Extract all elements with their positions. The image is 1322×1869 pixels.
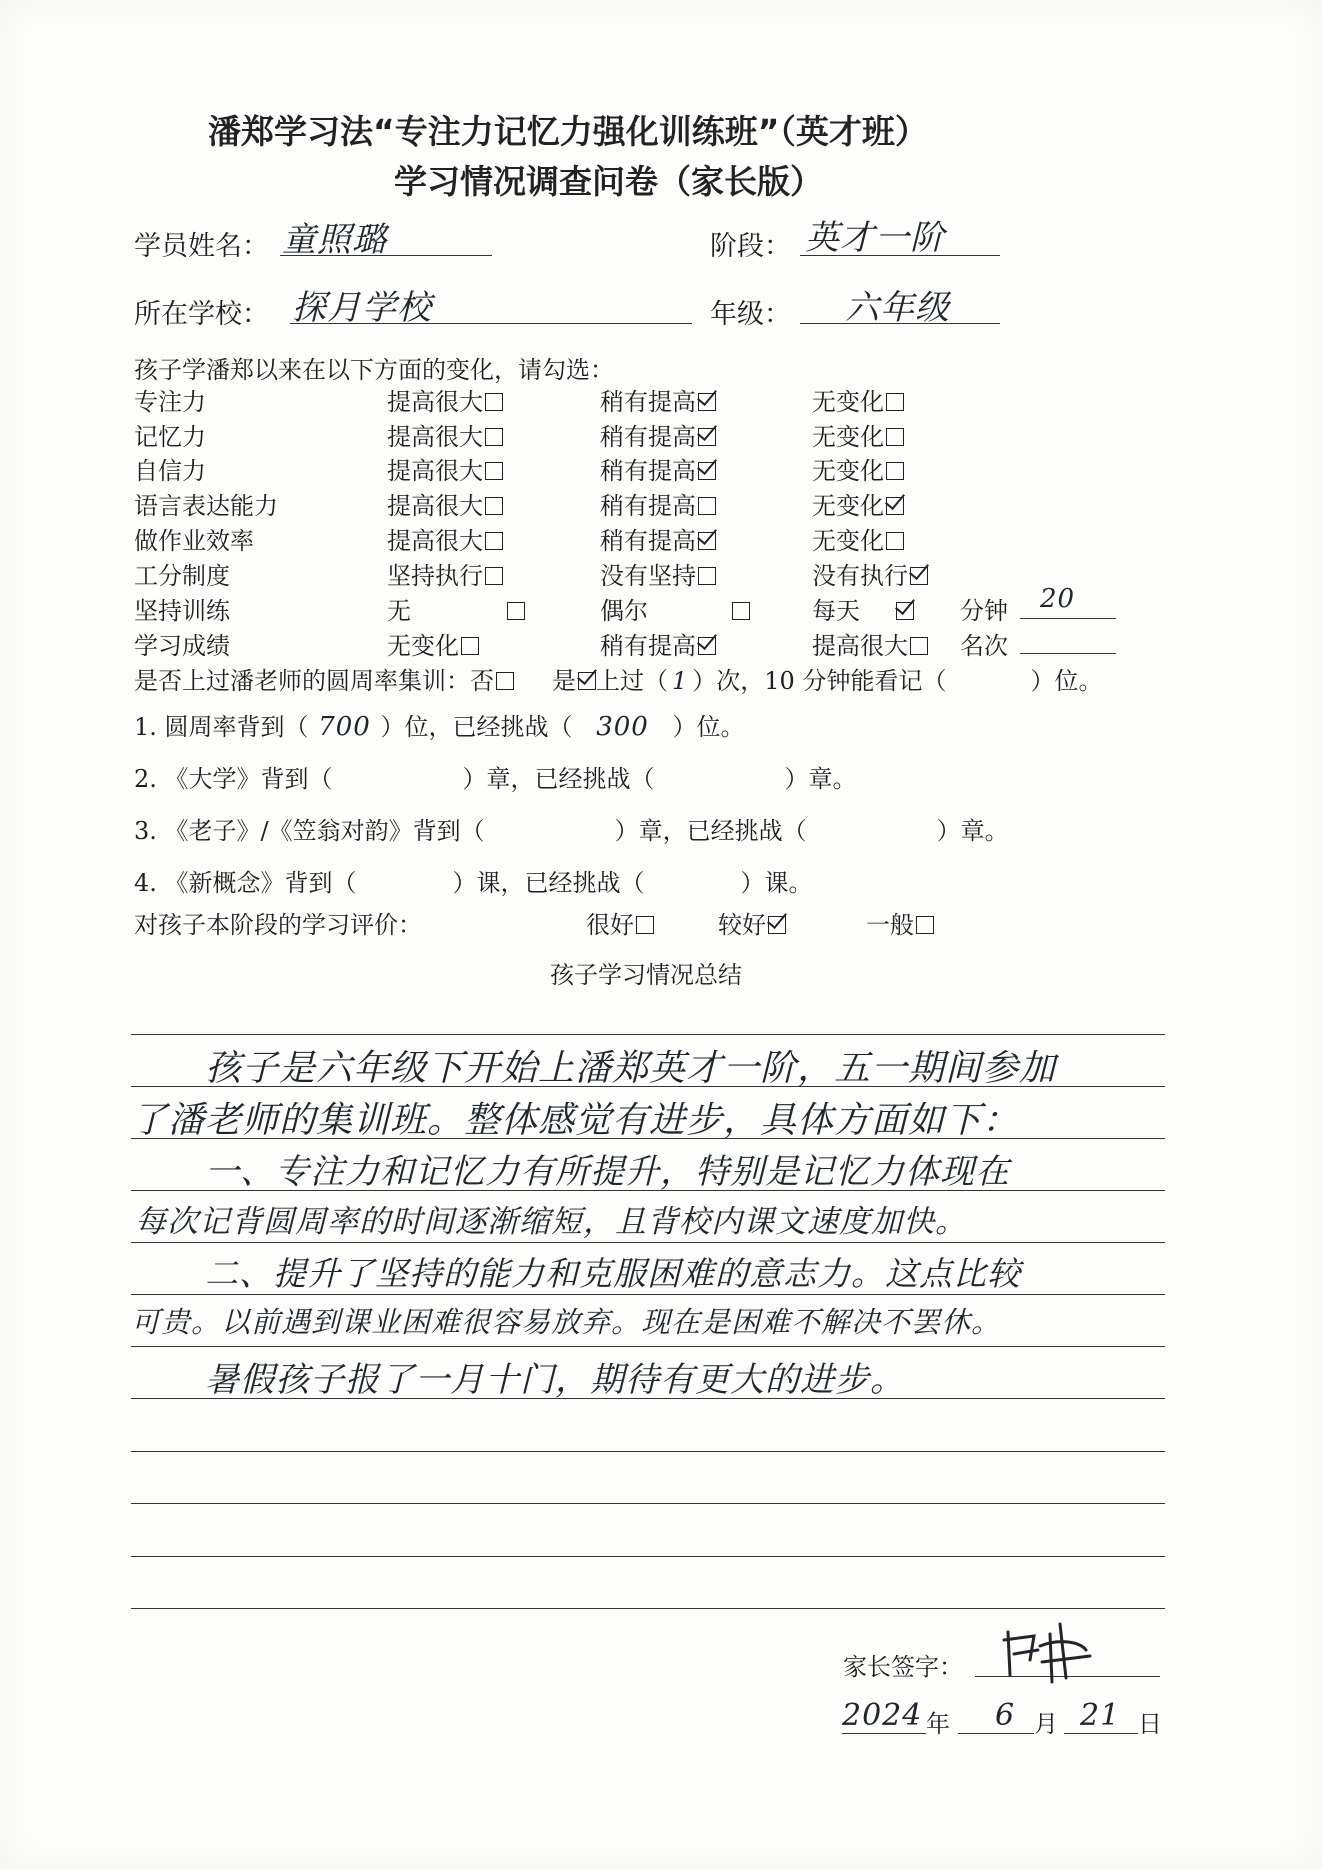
training-daily-label: 每天 bbox=[812, 597, 860, 625]
sign-month-underline bbox=[958, 1733, 1034, 1734]
change-row-label-focus: 专注力 bbox=[134, 388, 206, 416]
change-checkbox-points-system-c[interactable] bbox=[910, 567, 928, 585]
change-option-label: 稍有提高 bbox=[600, 388, 696, 416]
summary-handwritten-line: 孩子是六年级下开始上潘郑英才一阶，五一期间参加 bbox=[205, 1048, 1057, 1089]
minutes-label: 分钟 bbox=[960, 597, 1008, 625]
sign-year-underline bbox=[842, 1733, 926, 1734]
summary-rule-line bbox=[131, 1608, 1165, 1609]
change-option-points-system-c bbox=[812, 556, 928, 591]
grade-value: 六年级 bbox=[845, 288, 950, 328]
pi-yes-checkbox[interactable] bbox=[578, 672, 596, 690]
sign-day-underline bbox=[1064, 1733, 1138, 1734]
summary-rule-line bbox=[131, 1034, 1165, 1035]
grades-slight-checkbox[interactable] bbox=[698, 637, 716, 655]
summary-rule-line bbox=[131, 1242, 1165, 1243]
recite-q1-prefix: 1. 圆周率背到（ bbox=[134, 713, 309, 741]
recite-q2-mid: ）章，已经挑战（ bbox=[462, 765, 655, 793]
change-option-memory-b bbox=[600, 417, 716, 452]
sign-month-label: 月 bbox=[1034, 1710, 1058, 1738]
change-option-label: 提高很大 bbox=[387, 457, 483, 485]
change-checkbox-focus-a[interactable] bbox=[485, 393, 503, 411]
pi-times-prefix: 上过（ bbox=[596, 667, 668, 695]
change-option-expression-b bbox=[600, 486, 716, 521]
change-checkbox-memory-b[interactable] bbox=[698, 428, 716, 446]
change-checkbox-homework-efficiency-c[interactable] bbox=[886, 532, 904, 550]
change-option-confidence-b bbox=[600, 451, 716, 486]
change-option-expression-a bbox=[387, 486, 503, 521]
recite-q4-mid: ）课，已经挑战（ bbox=[452, 869, 645, 897]
change-option-label: 提高很大 bbox=[387, 492, 483, 520]
change-checkbox-homework-efficiency-b[interactable] bbox=[698, 532, 716, 550]
name-value: 童照璐 bbox=[282, 220, 387, 260]
summary-rule-line bbox=[131, 1556, 1165, 1557]
training-none-checkbox[interactable] bbox=[507, 602, 525, 620]
recite-q2-suffix: ）章。 bbox=[784, 765, 857, 793]
change-option-focus-c bbox=[812, 382, 904, 417]
change-option-focus-a bbox=[387, 382, 503, 417]
change-option-expression-c bbox=[812, 486, 904, 521]
training-daily-checkbox[interactable] bbox=[896, 602, 914, 620]
change-checkbox-points-system-b[interactable] bbox=[698, 567, 716, 585]
sign-month: 6 bbox=[995, 1698, 1016, 1733]
school-label: 所在学校： bbox=[134, 299, 269, 330]
change-option-label: 提高很大 bbox=[387, 527, 483, 555]
evaluation-option-verygood bbox=[586, 905, 654, 940]
signature-label: 家长签字： bbox=[843, 1653, 963, 1681]
change-option-label: 没有执行 bbox=[812, 562, 908, 590]
change-option-confidence-a bbox=[387, 451, 503, 486]
evaluation-average-checkbox[interactable] bbox=[916, 916, 934, 934]
evaluation-label: 对孩子本阶段的学习评价： bbox=[134, 911, 422, 939]
evaluation-verygood-label: 很好 bbox=[586, 911, 634, 939]
change-checkbox-memory-a[interactable] bbox=[485, 428, 503, 446]
grades-label: 学习成绩 bbox=[134, 632, 230, 660]
grades-option-nochange bbox=[387, 626, 479, 661]
evaluation-good-label: 较好 bbox=[718, 911, 766, 939]
recite-q4 bbox=[134, 863, 813, 898]
change-checkbox-expression-a[interactable] bbox=[485, 497, 503, 515]
recite-q1-mid: ）位，已经挑战（ bbox=[380, 713, 573, 741]
change-option-label: 无变化 bbox=[812, 457, 884, 485]
grades-nochange-label: 无变化 bbox=[387, 632, 459, 660]
change-option-label: 无变化 bbox=[812, 492, 884, 520]
training-label: 坚持训练 bbox=[134, 597, 230, 625]
change-option-label: 提高很大 bbox=[387, 423, 483, 451]
training-option-daily bbox=[812, 591, 914, 626]
change-option-points-system-a bbox=[387, 556, 503, 591]
summary-handwritten-line: 一、专注力和记忆力有所提升，特别是记忆力体现在 bbox=[205, 1152, 1010, 1192]
change-row-label-confidence: 自信力 bbox=[134, 457, 206, 485]
parent-signature bbox=[990, 1620, 1110, 1690]
change-checkbox-expression-c[interactable] bbox=[886, 497, 904, 515]
evaluation-option-average bbox=[866, 905, 934, 940]
grades-option-great bbox=[812, 626, 928, 661]
change-checkbox-confidence-b[interactable] bbox=[698, 462, 716, 480]
change-checkbox-memory-c[interactable] bbox=[886, 428, 904, 446]
rank-underline bbox=[1020, 653, 1116, 654]
training-sometimes-label: 偶尔 bbox=[600, 597, 648, 625]
change-option-focus-b bbox=[600, 382, 716, 417]
training-none-label: 无 bbox=[387, 597, 411, 625]
grades-slight-label: 稍有提高 bbox=[600, 632, 696, 660]
change-row-label-points-system: 工分制度 bbox=[134, 562, 230, 590]
evaluation-option-good bbox=[718, 905, 786, 940]
change-option-points-system-b bbox=[600, 556, 716, 591]
recite-q1-value2: 300 bbox=[596, 712, 649, 742]
evaluation-average-label: 一般 bbox=[866, 911, 914, 939]
change-checkbox-focus-b[interactable] bbox=[698, 393, 716, 411]
change-row-label-expression: 语言表达能力 bbox=[134, 492, 278, 520]
change-option-label: 稍有提高 bbox=[600, 492, 696, 520]
title-line-2: 学习情况调查问卷（家长版） bbox=[394, 162, 823, 201]
change-option-label: 稍有提高 bbox=[600, 527, 696, 555]
summary-rule-line bbox=[131, 1346, 1165, 1347]
recite-q2 bbox=[134, 759, 857, 794]
change-option-label: 稍有提高 bbox=[600, 457, 696, 485]
summary-heading: 孩子学习情况总结 bbox=[550, 961, 742, 989]
minutes-underline bbox=[1020, 618, 1116, 619]
evaluation-good-checkbox[interactable] bbox=[768, 916, 786, 934]
pi-digits-suffix: ）位。 bbox=[1030, 667, 1103, 695]
recite-q4-suffix: ）课。 bbox=[740, 869, 813, 897]
sign-day-label: 日 bbox=[1138, 1710, 1162, 1738]
summary-handwritten-line: 了潘老师的集训班。整体感觉有进步，具体方面如下： bbox=[131, 1100, 1020, 1141]
recite-q1-value1: 700 bbox=[318, 712, 371, 742]
change-option-homework-efficiency-b bbox=[600, 521, 716, 556]
pi-times-suffix: ）次，10 分钟能看记（ bbox=[692, 667, 947, 695]
name-label: 学员姓名： bbox=[134, 231, 269, 262]
change-option-label: 无变化 bbox=[812, 423, 884, 451]
sign-year: 2024 bbox=[842, 1698, 923, 1733]
change-checkbox-points-system-a[interactable] bbox=[485, 567, 503, 585]
school-value: 探月学校 bbox=[292, 288, 432, 328]
training-sometimes-checkbox[interactable] bbox=[732, 602, 750, 620]
recite-q1 bbox=[134, 707, 745, 742]
grades-great-label: 提高很大 bbox=[812, 632, 908, 660]
change-option-confidence-c bbox=[812, 451, 904, 486]
change-checkbox-focus-c[interactable] bbox=[886, 393, 904, 411]
change-checkbox-expression-b[interactable] bbox=[698, 497, 716, 515]
change-option-label: 无变化 bbox=[812, 527, 884, 555]
change-option-label: 没有坚持 bbox=[600, 562, 696, 590]
grade-underline bbox=[800, 323, 1000, 324]
pi-no-label: 否 bbox=[470, 667, 494, 695]
training-option-none bbox=[387, 591, 525, 626]
name-underline bbox=[280, 255, 492, 256]
stage-label: 阶段： bbox=[710, 231, 791, 262]
evaluation-verygood-checkbox[interactable] bbox=[636, 916, 654, 934]
recite-q4-prefix: 4. 《新概念》背到（ bbox=[134, 869, 357, 897]
pi-times-value: 1 bbox=[672, 667, 689, 695]
pi-yes-label: 是 bbox=[552, 667, 576, 695]
recite-q3-mid: ）章，已经挑战（ bbox=[614, 817, 807, 845]
change-checkbox-confidence-a[interactable] bbox=[485, 462, 503, 480]
summary-handwritten-line: 每次记背圆周率的时间逐渐缩短，且背校内课文速度加快。 bbox=[135, 1204, 967, 1240]
change-option-homework-efficiency-a bbox=[387, 521, 503, 556]
summary-rule-line bbox=[131, 1503, 1165, 1504]
pi-training-question: 是否上过潘老师的圆周率集训： bbox=[134, 667, 470, 695]
sign-day: 21 bbox=[1080, 1698, 1121, 1733]
change-option-memory-c bbox=[812, 417, 904, 452]
changes-prompt: 孩子学潘郑以来在以下方面的变化，请勾选： bbox=[134, 356, 614, 384]
change-option-label: 提高很大 bbox=[387, 388, 483, 416]
recite-q3-suffix: ）章。 bbox=[936, 817, 1009, 845]
training-option-sometimes bbox=[600, 591, 750, 626]
change-row-label-memory: 记忆力 bbox=[134, 423, 206, 451]
recite-q3-prefix: 3. 《老子》/《笠翁对韵》背到（ bbox=[134, 817, 485, 845]
recite-q3 bbox=[134, 811, 1009, 846]
change-option-label: 坚持执行 bbox=[387, 562, 483, 590]
grades-great-checkbox[interactable] bbox=[910, 637, 928, 655]
change-checkbox-homework-efficiency-a[interactable] bbox=[485, 532, 503, 550]
pi-training-row bbox=[134, 661, 1102, 696]
school-underline bbox=[290, 323, 692, 324]
grades-option-slight bbox=[600, 626, 716, 661]
title-line-1: 潘郑学习法“专注力记忆力强化训练班”（英才班） bbox=[208, 112, 928, 151]
change-option-label: 稍有提高 bbox=[600, 423, 696, 451]
change-option-homework-efficiency-c bbox=[812, 521, 904, 556]
change-option-memory-a bbox=[387, 417, 503, 452]
change-row-label-homework-efficiency: 做作业效率 bbox=[134, 527, 254, 555]
summary-handwritten-line: 暑假孩子报了一月十门，期待有更大的进步。 bbox=[205, 1360, 905, 1400]
summary-handwritten-line: 可贵。以前遇到课业困难很容易放弃。现在是困难不解决不罢休。 bbox=[131, 1305, 1002, 1339]
grade-label: 年级： bbox=[710, 299, 791, 330]
grades-nochange-checkbox[interactable] bbox=[461, 637, 479, 655]
summary-handwritten-line: 二、提升了坚持的能力和克服困难的意志力。这点比较 bbox=[205, 1254, 1021, 1293]
stage-value: 英才一阶 bbox=[805, 218, 945, 258]
change-option-label: 无变化 bbox=[812, 388, 884, 416]
change-checkbox-confidence-c[interactable] bbox=[886, 462, 904, 480]
pi-no-checkbox[interactable] bbox=[496, 672, 514, 690]
recite-q2-prefix: 2. 《大学》背到（ bbox=[134, 765, 333, 793]
rank-label: 名次 bbox=[960, 632, 1008, 660]
minutes-value: 20 bbox=[1040, 584, 1076, 614]
summary-rule-line bbox=[131, 1451, 1165, 1452]
recite-q1-suffix: ）位。 bbox=[672, 713, 745, 741]
sign-year-label: 年 bbox=[926, 1710, 950, 1738]
stage-underline bbox=[800, 255, 1000, 256]
